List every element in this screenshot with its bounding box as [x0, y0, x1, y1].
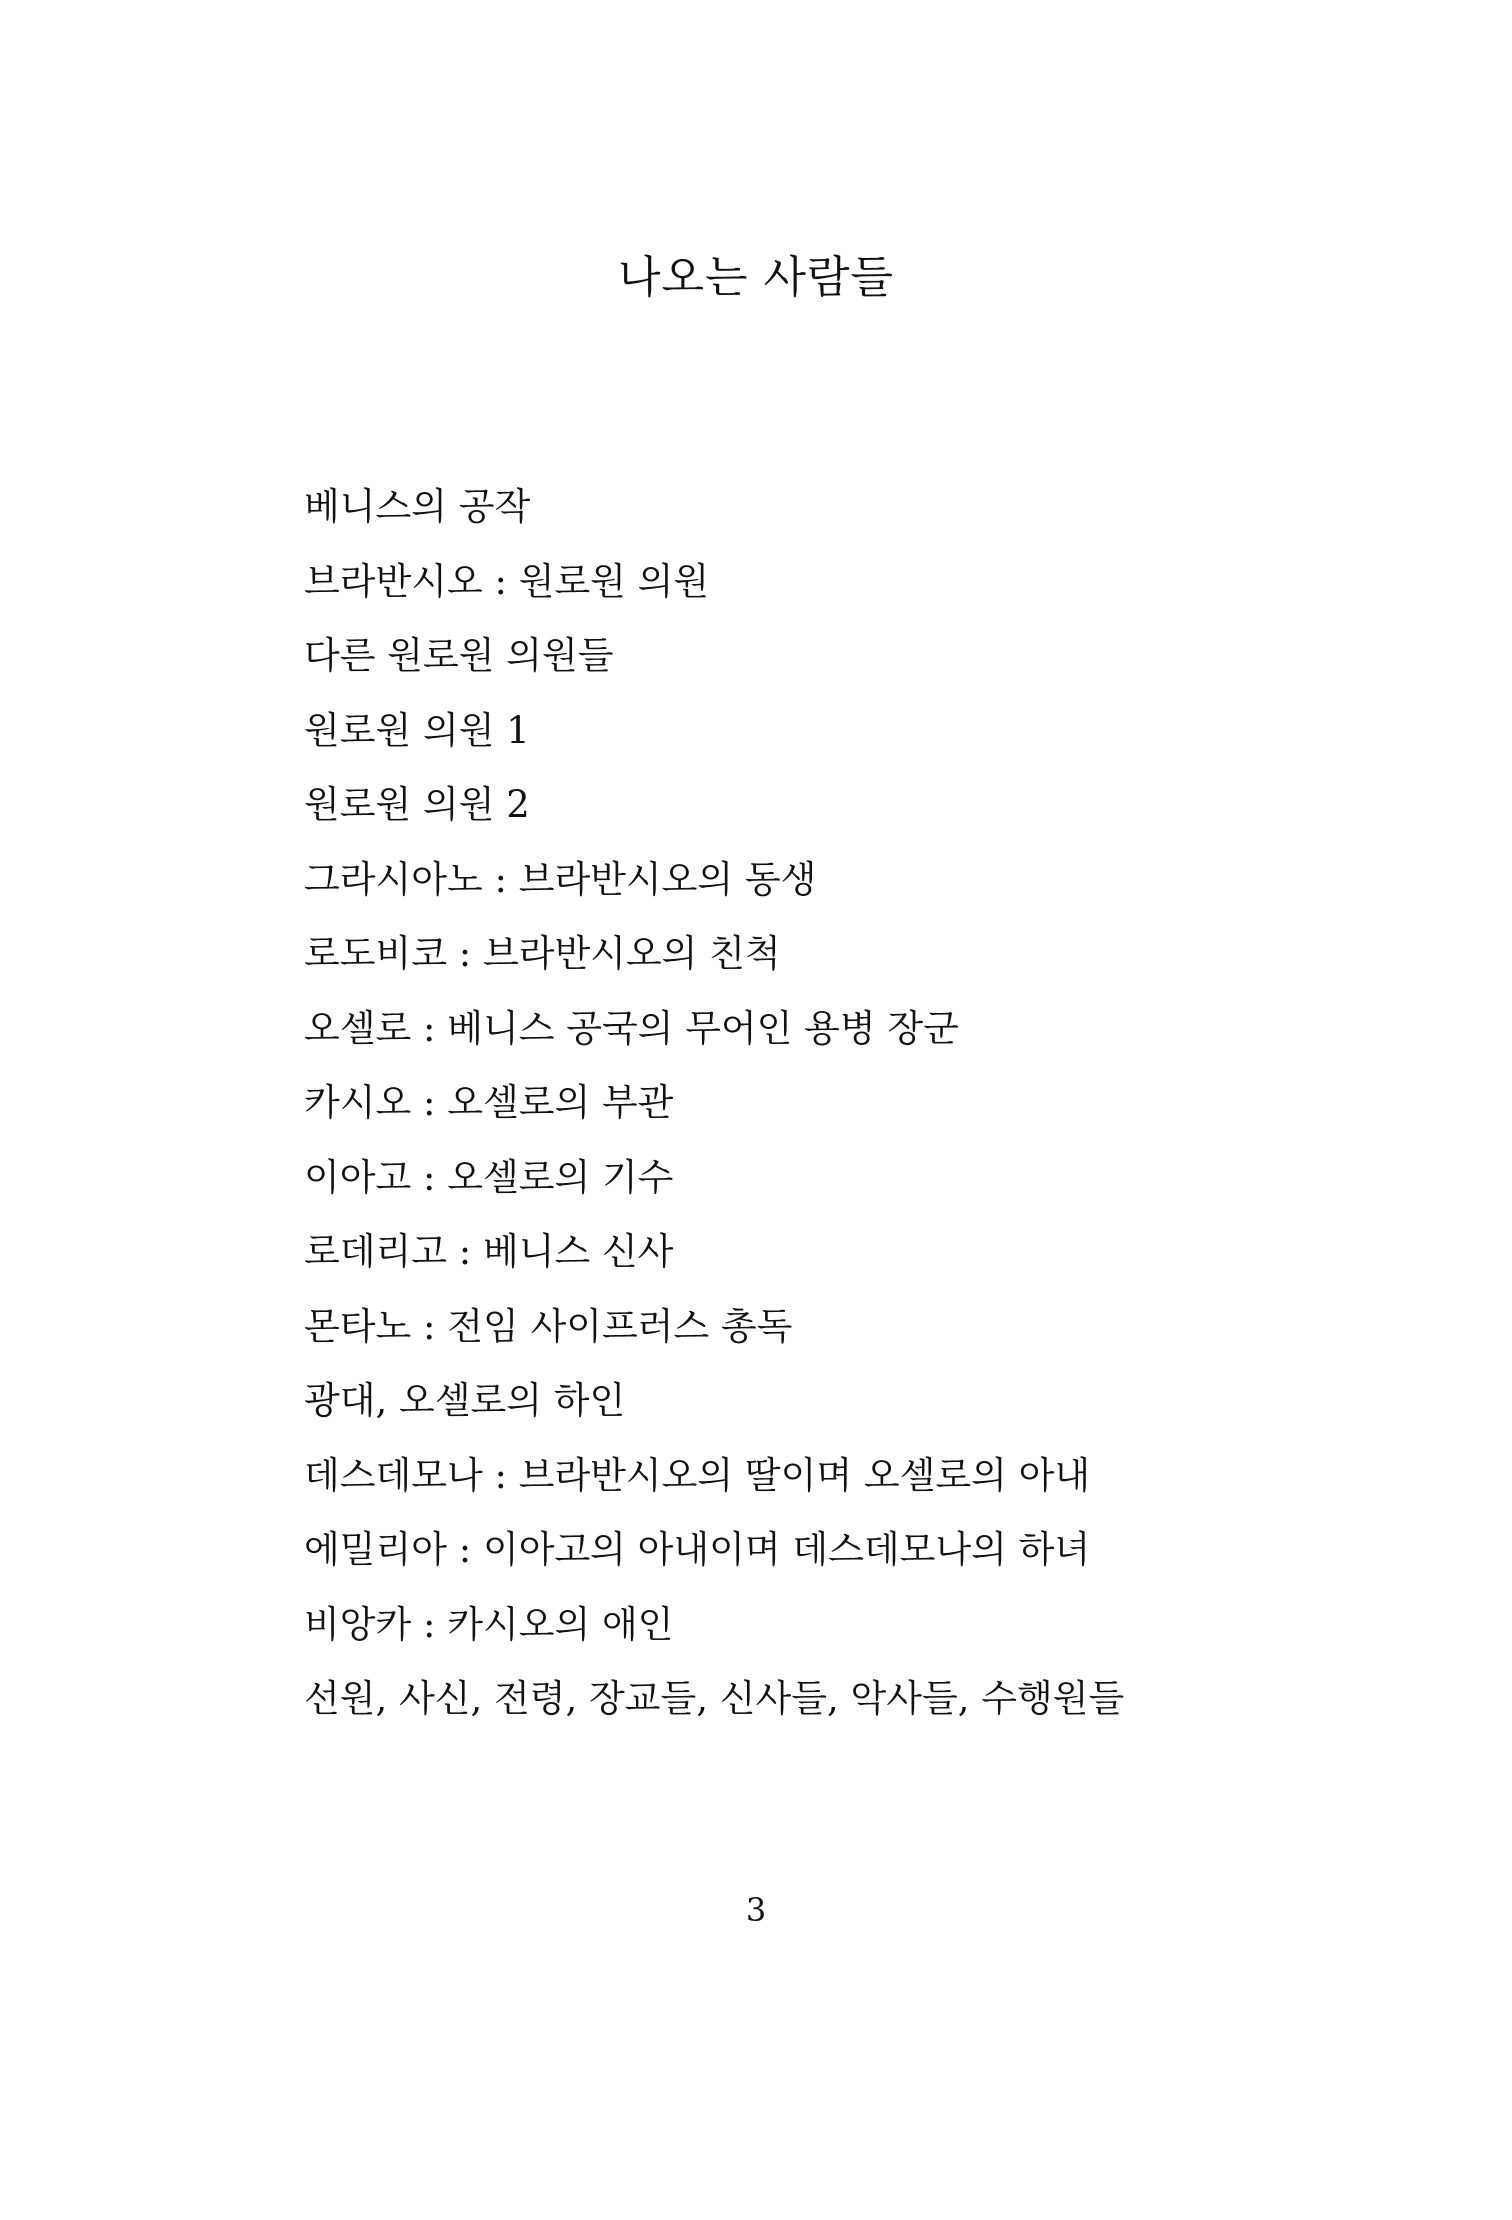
- list-item: 카시오 : 오셀로의 부관: [304, 1081, 674, 1124]
- list-item: 데스데모나 : 브라반시오의 딸이며 오셀로의 아내: [304, 1453, 1091, 1497]
- list-item: 로데리고 : 베니스 신사: [304, 1230, 674, 1273]
- page-number: 3: [745, 1891, 767, 1929]
- list-item: 에밀리아 : 이아고의 아내이며 데스데모나의 하녀: [304, 1528, 1091, 1571]
- list-item: 그라시아노 : 브라반시오의 동생: [304, 857, 817, 901]
- list-item: 브라반시오 : 원로원 의원: [304, 559, 710, 603]
- page-title: 나오는 사람들: [617, 252, 894, 303]
- list-item: 다른 원로원 의원들: [304, 634, 614, 677]
- list-item: 비앙카 : 카시오의 애인: [304, 1602, 674, 1646]
- list-item: 오셀로 : 베니스 공국의 무어인 용병 장군: [304, 1006, 959, 1050]
- list-item: 베니스의 공작: [304, 485, 531, 528]
- list-item: 로도비코 : 브라반시오의 친척: [304, 932, 781, 975]
- list-item: 몬타노 : 전임 사이프러스 총독: [304, 1304, 793, 1348]
- list-item: 선원, 사신, 전령, 장교들, 신사들, 악사들, 수행원들: [304, 1677, 1125, 1720]
- list-item: 원로원 의원 2: [304, 783, 530, 826]
- list-item: 광대, 오셀로의 하인: [304, 1379, 626, 1422]
- list-item: 원로원 의원 1: [304, 708, 530, 752]
- list-item: 이아고 : 오셀로의 기수: [304, 1155, 674, 1199]
- cast-list: [304, 470, 1304, 1737]
